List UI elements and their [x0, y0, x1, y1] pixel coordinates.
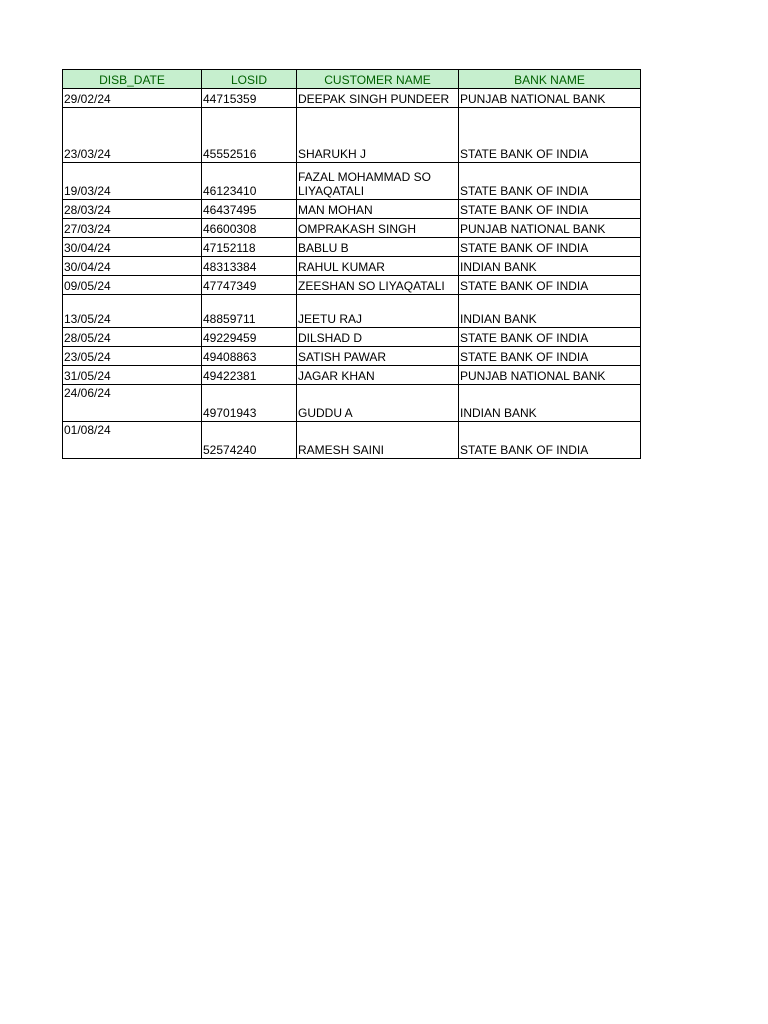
cell-bank-name: STATE BANK OF INDIA: [459, 328, 641, 347]
table-row: [63, 163, 641, 200]
cell-customer-name: ZEESHAN SO LIYAQATALI: [297, 276, 459, 295]
cell-customer-name: RAHUL KUMAR: [297, 257, 459, 276]
header-losid: LOSID: [202, 70, 297, 89]
cell-customer-name: JEETU RAJ: [297, 295, 459, 328]
cell-losid: 46437495: [202, 200, 297, 219]
header-customer-name: CUSTOMER NAME: [297, 70, 459, 89]
spreadsheet: [62, 69, 641, 459]
cell-losid: 47152118: [202, 238, 297, 257]
cell-losid: 49701943: [202, 385, 297, 422]
cell-bank-name: STATE BANK OF INDIA: [459, 422, 641, 459]
table-row: [63, 328, 641, 347]
cell-disb-date: 30/04/24: [63, 257, 202, 276]
cell-losid: 44715359: [202, 89, 297, 108]
cell-losid: 46600308: [202, 219, 297, 238]
cell-disb-date: 24/06/24: [63, 385, 202, 422]
cell-customer-name: SHARUKH J: [297, 108, 459, 163]
cell-bank-name: INDIAN BANK: [459, 385, 641, 422]
disbursement-table: [62, 69, 641, 459]
table-row: [63, 257, 641, 276]
cell-losid: 52574240: [202, 422, 297, 459]
table-row: [63, 385, 641, 422]
cell-disb-date: 30/04/24: [63, 238, 202, 257]
cell-customer-name: OMPRAKASH SINGH: [297, 219, 459, 238]
cell-losid: 49422381: [202, 366, 297, 385]
cell-bank-name: STATE BANK OF INDIA: [459, 200, 641, 219]
table-row: [63, 200, 641, 219]
header-bank-name: BANK NAME: [459, 70, 641, 89]
table-row: [63, 366, 641, 385]
cell-bank-name: STATE BANK OF INDIA: [459, 163, 641, 200]
cell-losid: 47747349: [202, 276, 297, 295]
cell-losid: 49229459: [202, 328, 297, 347]
cell-customer-name: JAGAR KHAN: [297, 366, 459, 385]
cell-bank-name: STATE BANK OF INDIA: [459, 238, 641, 257]
cell-bank-name: PUNJAB NATIONAL BANK: [459, 219, 641, 238]
cell-disb-date: 27/03/24: [63, 219, 202, 238]
cell-customer-name: BABLU B: [297, 238, 459, 257]
cell-customer-name: DILSHAD D: [297, 328, 459, 347]
header-row: [63, 70, 641, 89]
cell-losid: 49408863: [202, 347, 297, 366]
cell-disb-date: 01/08/24: [63, 422, 202, 459]
cell-customer-name: RAMESH SAINI: [297, 422, 459, 459]
header-disb-date: DISB_DATE: [63, 70, 202, 89]
cell-disb-date: 23/05/24: [63, 347, 202, 366]
cell-bank-name: INDIAN BANK: [459, 295, 641, 328]
cell-disb-date: 23/03/24: [63, 108, 202, 163]
cell-bank-name: INDIAN BANK: [459, 257, 641, 276]
cell-disb-date: 13/05/24: [63, 295, 202, 328]
cell-losid: 45552516: [202, 108, 297, 163]
cell-disb-date: 28/05/24: [63, 328, 202, 347]
cell-disb-date: 09/05/24: [63, 276, 202, 295]
cell-customer-name: GUDDU A: [297, 385, 459, 422]
table-row: [63, 422, 641, 459]
cell-losid: 46123410: [202, 163, 297, 200]
table-row: [63, 219, 641, 238]
cell-losid: 48313384: [202, 257, 297, 276]
cell-customer-name: MAN MOHAN: [297, 200, 459, 219]
cell-bank-name: PUNJAB NATIONAL BANK: [459, 366, 641, 385]
cell-customer-name: FAZAL MOHAMMAD SO LIYAQATALI: [297, 163, 459, 200]
table-row: [63, 108, 641, 163]
cell-customer-name: DEEPAK SINGH PUNDEER: [297, 89, 459, 108]
table-row: [63, 276, 641, 295]
table-row: [63, 295, 641, 328]
cell-bank-name: PUNJAB NATIONAL BANK: [459, 89, 641, 108]
cell-disb-date: 29/02/24: [63, 89, 202, 108]
table-row: [63, 347, 641, 366]
cell-customer-name: SATISH PAWAR: [297, 347, 459, 366]
cell-disb-date: 28/03/24: [63, 200, 202, 219]
cell-disb-date: 19/03/24: [63, 163, 202, 200]
table-row: [63, 89, 641, 108]
cell-losid: 48859711: [202, 295, 297, 328]
cell-bank-name: STATE BANK OF INDIA: [459, 347, 641, 366]
cell-bank-name: STATE BANK OF INDIA: [459, 108, 641, 163]
cell-bank-name: STATE BANK OF INDIA: [459, 276, 641, 295]
cell-disb-date: 31/05/24: [63, 366, 202, 385]
table-row: [63, 238, 641, 257]
